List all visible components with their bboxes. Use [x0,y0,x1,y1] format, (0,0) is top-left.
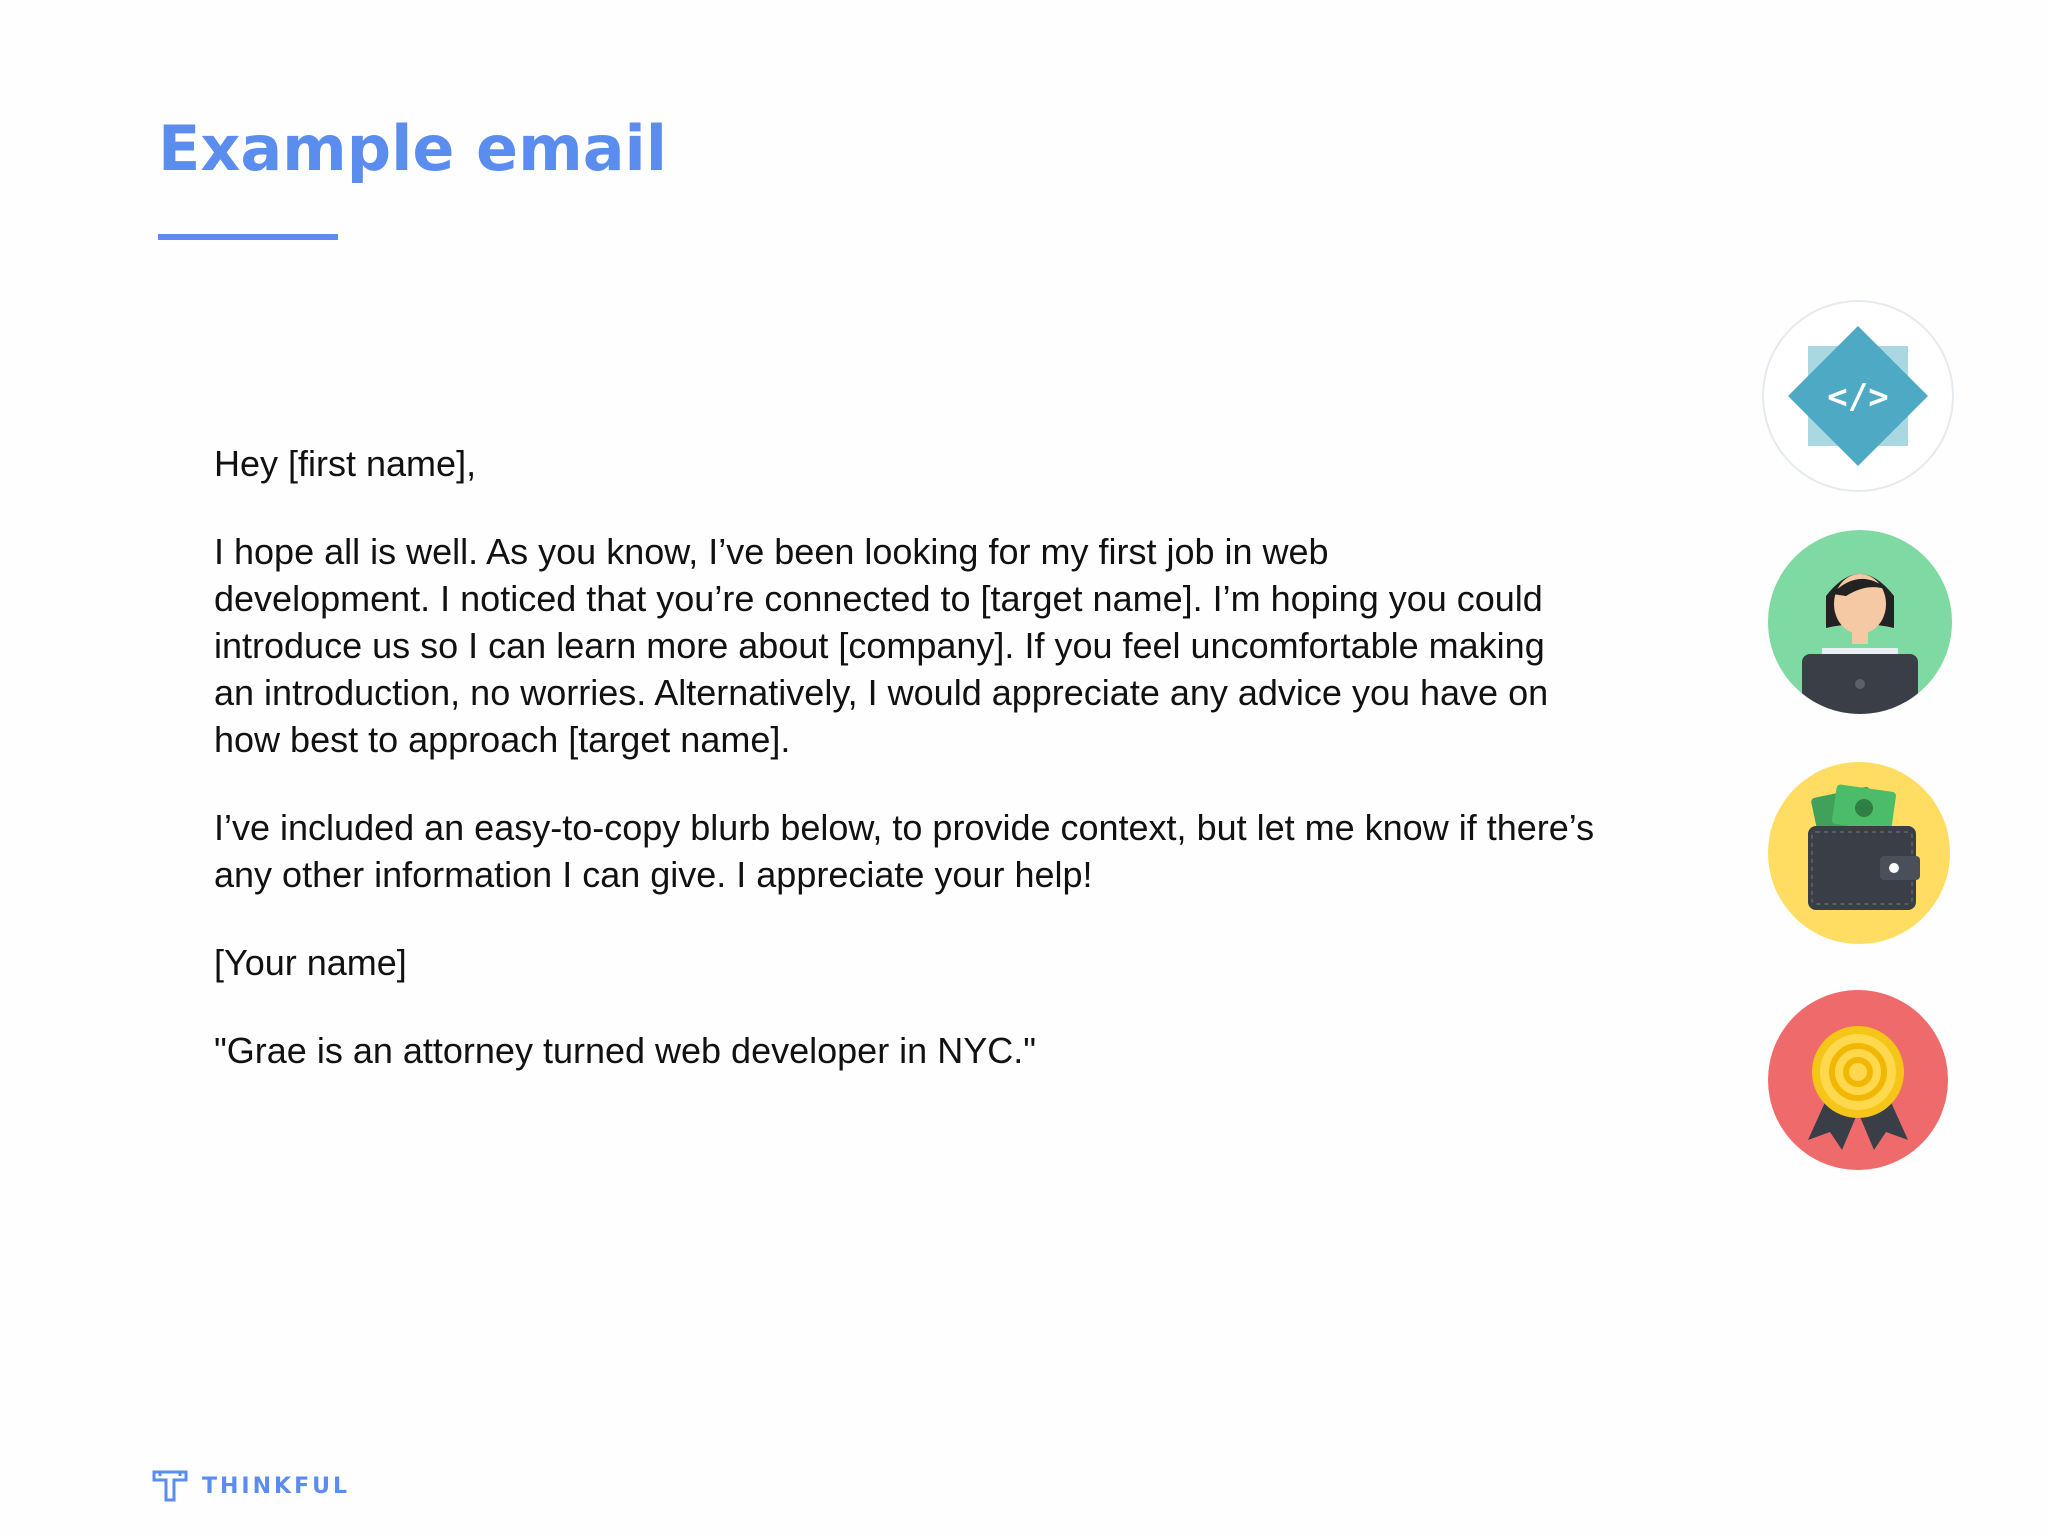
email-signature: [Your name] [214,942,407,983]
email-greeting: Hey [first name], [214,443,477,484]
email-paragraph-1: I hope all is well. As you know, I’ve been looking for my first job in web development. I noticed that you’re connected to [target name]. I’m hoping you could introduce us so I can learn more about [company]. If you feel uncomfortable making an introduction, no worries. Alternatively, I would appreciate any advice you have on how best to approach [target name]. [214,531,1549,760]
slide-title: Example email [158,112,668,185]
wallet-money-icon [1768,762,1950,944]
person-laptop-icon [1768,530,1952,714]
email-example [214,440,1614,1115]
title-underline [158,234,338,240]
award-ribbon-icon [1768,990,1948,1170]
thinkful-logo-text: THINKFUL [202,1473,350,1499]
thinkful-logo [150,1466,350,1506]
svg-text:</>: </> [1827,377,1889,417]
code-icon [1762,300,1954,492]
thinkful-logo-icon [150,1466,190,1506]
email-blurb: "Grae is an attorney turned web developer in NYC." [214,1030,1036,1071]
email-paragraph-2: I’ve included an easy-to-copy blurb below, to provide context, but let me know if there’s any other information I can give. I appreciate your help! [214,807,1595,895]
